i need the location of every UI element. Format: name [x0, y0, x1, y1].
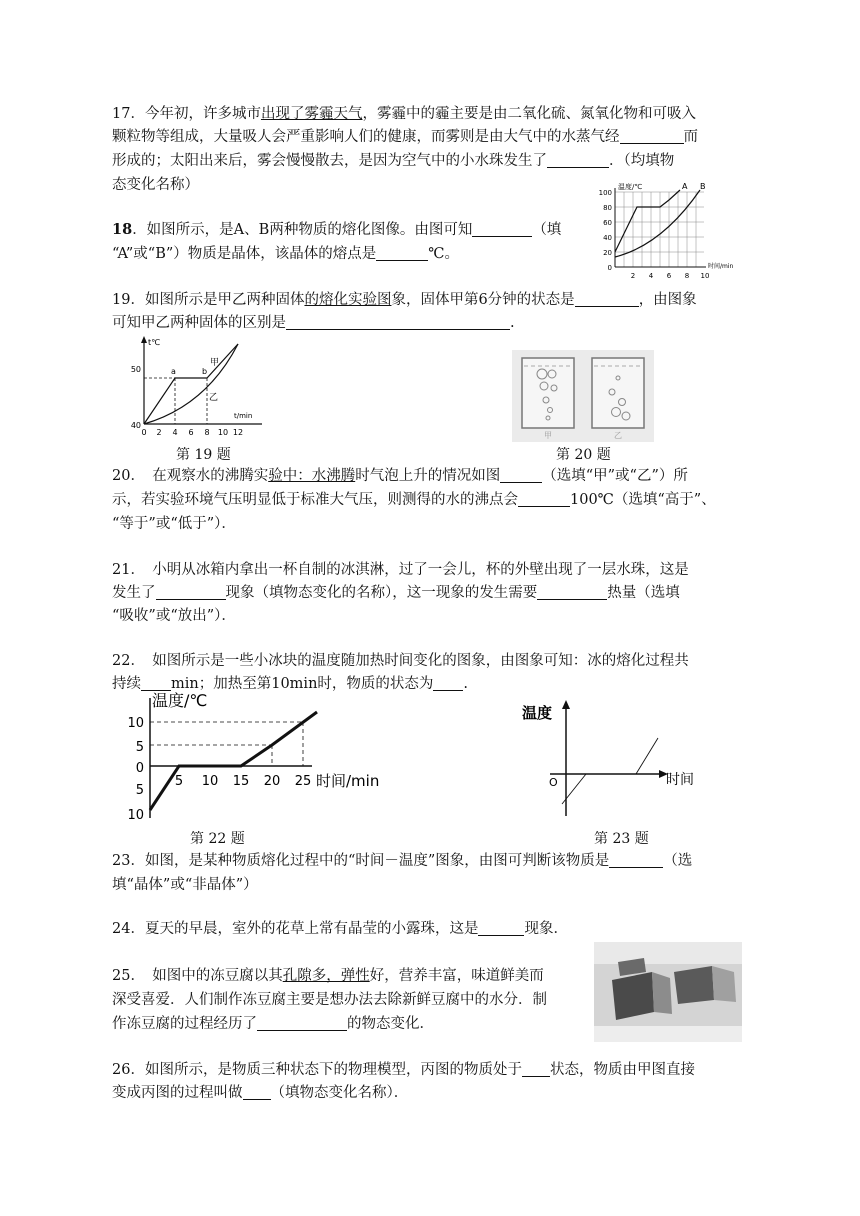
q18-x-tick: 4	[648, 272, 654, 280]
q17-text: ．（均填物	[609, 153, 675, 169]
q18-x-tick: 10	[700, 272, 710, 280]
q24-text: 现象．	[524, 921, 568, 937]
answer-blank[interactable]	[156, 585, 226, 600]
answer-blank[interactable]	[537, 585, 607, 600]
answer-blank[interactable]	[547, 153, 609, 168]
q18-x-tick: 6	[666, 272, 672, 280]
answer-blank[interactable]	[257, 1016, 347, 1031]
q18-line-1	[112, 220, 561, 240]
q22-y-tick: 5	[135, 740, 144, 755]
q18-text: ℃。	[428, 246, 460, 262]
q26-line-2	[112, 1083, 408, 1103]
q19-melting-chart	[126, 334, 266, 439]
q18-y-label: 温度/℃	[618, 183, 643, 191]
q23-caption: 第 23 题	[594, 831, 649, 847]
q21-line-3: “吸收”或“放出”）．	[112, 608, 236, 624]
q20-text: 100℃（选填“高于”、	[570, 492, 716, 508]
answer-blank[interactable]	[472, 222, 532, 237]
q21-line-1: 21． 小明从冰箱内拿出一杯自制的冰淇淋，过了一会儿，杯的外壁出现了一层水珠，这是	[112, 562, 689, 578]
q20-line-1	[112, 466, 688, 486]
q19-y-tick: 50	[130, 365, 141, 374]
q20-label-yi: 乙	[614, 431, 622, 440]
q19-y-tick: 40	[130, 421, 141, 430]
q18-label-b: B	[700, 182, 706, 191]
q26-text: 变成丙图的过程叫做	[112, 1085, 243, 1101]
answer-blank[interactable]	[500, 468, 542, 483]
q23-line-2: 填“晶体”或“非晶体”）	[112, 877, 258, 893]
q24-text: 24．夏天的早晨，室外的花草上常有晶莹的小露珠，这是	[112, 921, 479, 937]
q20-text: 示，若实验环境气压明显低于标准大气压，则测得的水的沸点会	[112, 492, 518, 508]
q18-melting-chart	[592, 180, 772, 280]
answer-blank[interactable]	[243, 1085, 271, 1100]
q25-tofu-block	[674, 966, 714, 1004]
q19-label-yi: 乙	[209, 393, 219, 403]
q20-label-jia: 甲	[544, 431, 552, 440]
q19-text: 象，固体甲第6分钟的状态是	[391, 292, 575, 308]
q19-point-a-label: a	[171, 367, 176, 376]
q17-line-2	[112, 127, 698, 147]
q20-text: 20． 在观察水的沸腾实	[112, 468, 269, 484]
q25-text: 25． 如图中的冻豆腐以其	[112, 968, 283, 984]
q18-y-tick: 60	[603, 219, 612, 227]
q25-text: 好，营养丰富，味道鲜美而	[369, 968, 544, 984]
q18-line-2	[112, 244, 459, 264]
answer-blank[interactable]	[141, 676, 171, 691]
q20-boiling-figure	[512, 350, 654, 442]
q18-y-tick: 100	[598, 189, 612, 197]
q20-text: 时气泡上升的情况如图	[355, 468, 501, 484]
q23-curve-segment	[636, 738, 658, 774]
q19-x-tick: 10	[217, 428, 229, 437]
q17-line-1	[112, 104, 696, 124]
q26-text: 状态，物质由甲图直接	[549, 1062, 695, 1078]
q23-x-label: 时间	[666, 772, 694, 788]
q19-curve-jia	[144, 344, 238, 424]
q25-photo-plate	[594, 1026, 742, 1042]
q19-caption: 第 19 题	[176, 447, 231, 463]
answer-blank[interactable]	[286, 315, 510, 330]
q20-underlined-text: 验中：水沸腾	[268, 468, 356, 484]
q17-text: ，雾霾中的霾主要是由二氧化硫、氮氧化物和可吸入	[362, 106, 696, 122]
q18-x-label: 时间/min	[708, 263, 734, 270]
answer-blank[interactable]	[518, 492, 570, 507]
q19-x-label: t/min	[234, 412, 253, 420]
q19-curve-yi	[144, 344, 238, 424]
q17-text: 形成的；太阳出来后，雾会慢慢散去，是因为空气中的小水珠发生了	[112, 153, 547, 169]
q25-line-3	[112, 1014, 434, 1034]
q25-tofu-side	[652, 972, 672, 1014]
q21-line-2	[112, 583, 680, 603]
q23-temperature-chart	[516, 700, 706, 820]
q19-label-jia: 甲	[210, 358, 220, 368]
q19-text: 19．如图所示是甲乙两种固体	[112, 292, 305, 308]
q19-underlined-text: 的熔化实验图	[304, 292, 392, 308]
q19-text: ，由图象	[638, 292, 697, 308]
q26-text: （填物态变化名称）．	[270, 1085, 409, 1101]
q18-number: 18	[112, 221, 133, 238]
q23-origin-label: O	[549, 776, 558, 789]
q18-y-tick: 0	[607, 264, 612, 272]
q20-caption: 第 20 题	[556, 447, 611, 463]
q21-text: 现象（填物态变化的名称），这一现象的发生需要	[225, 585, 538, 601]
q25-photo-sky	[594, 942, 742, 964]
answer-blank[interactable]	[609, 853, 663, 868]
q19-x-tick: 0	[141, 428, 147, 437]
q18-text: ．如图所示，是A、B两种物质的熔化图像。由图可知	[132, 222, 473, 238]
answer-blank[interactable]	[522, 1062, 550, 1077]
q22-caption: 第 22 题	[190, 831, 245, 847]
q18-label-a: A	[682, 182, 688, 191]
q25-underlined-text: 孔隙多，弹性	[282, 968, 370, 984]
q17-underlined-text: 出现了雾霾天气	[260, 106, 363, 122]
q20-beaker-jia	[522, 358, 574, 428]
q22-x-tick: 20	[263, 774, 281, 789]
q17-text: 17．今年初，许多城市	[112, 106, 261, 122]
q25-line-1	[112, 966, 544, 986]
q22-text: 持续	[112, 676, 141, 692]
q22-x-tick: 10	[201, 774, 219, 789]
q25-tofu-block	[612, 972, 654, 1020]
q19-line-2	[112, 313, 515, 333]
q17-line-3	[112, 151, 674, 171]
q26-line-1	[112, 1060, 695, 1080]
q19-point-b-label: b	[202, 367, 208, 376]
q23-text: 23．如图，是某种物质熔化过程中的“时间－温度”图象，由图可判断该物质是	[112, 853, 610, 869]
answer-blank[interactable]	[620, 129, 684, 144]
answer-blank[interactable]	[433, 676, 463, 691]
q18-x-tick: 2	[630, 272, 636, 280]
q19-x-tick: 6	[188, 428, 194, 437]
q18-text: “A”或“B”）物质是晶体，该晶体的熔点是	[112, 246, 377, 262]
q23-y-arrow	[562, 700, 570, 709]
q18-y-tick: 20	[603, 249, 612, 257]
q19-x-tick: 4	[172, 428, 178, 437]
q25-frozen-tofu-figure	[594, 942, 742, 1042]
answer-blank[interactable]	[478, 921, 524, 936]
q22-x-tick: 5	[174, 774, 184, 789]
q19-line-1	[112, 290, 697, 310]
answer-blank[interactable]	[376, 246, 428, 261]
q19-y-arrow	[141, 336, 147, 343]
q23-y-label: 温度	[522, 704, 553, 722]
q23-text: （选	[663, 853, 693, 869]
q19-y-label: t℃	[148, 338, 161, 347]
q22-text: .	[463, 676, 469, 692]
q19-x-tick: 12	[232, 428, 244, 437]
q20-line-3: “等于”或“低于”）．	[112, 516, 236, 532]
q20-beaker-yi	[592, 358, 644, 428]
q21-text: 热量（选填	[607, 585, 680, 601]
q22-y-tick: 0	[135, 761, 144, 776]
q20-text: （选填“甲”或“乙”）所	[542, 468, 688, 484]
q18-y-tick: 80	[603, 204, 612, 212]
q22-y-label: 温度/℃	[152, 691, 208, 710]
q26-text: 26．如图所示，是物质三种状态下的物理模型，丙图的物质处于	[112, 1062, 522, 1078]
answer-blank[interactable]	[575, 292, 639, 307]
q22-line-1: 22． 如图所示是一些小冰块的温度随加热时间变化的图象，由图象可知：冰的熔化过程共	[112, 653, 689, 669]
q22-y-tick: 5	[135, 783, 144, 798]
q17-text: 颗粒物等组成，大量吸人会严重影响人们的健康，而雾则是由大气中的水蒸气经	[112, 129, 620, 145]
q22-temperature-curve	[150, 712, 317, 810]
q19-x-tick: 8	[204, 428, 210, 437]
q18-text: （填	[532, 222, 562, 238]
q17-line-4: 态变化名称）	[112, 177, 199, 193]
q23-line-1	[112, 851, 692, 871]
q22-x-label: 时间/min	[316, 772, 380, 790]
q20-line-2	[112, 490, 716, 510]
q22-text: min；加热至第10min时，物质的状态为	[171, 676, 434, 692]
q22-ice-heating-chart	[124, 690, 394, 822]
q18-x-tick: 8	[684, 272, 690, 280]
q21-text: 发生了	[112, 585, 156, 601]
q22-y-tick: 10	[127, 716, 144, 731]
q24-line	[112, 919, 568, 939]
q22-x-tick: 15	[232, 774, 250, 789]
q22-x-tick: 25	[294, 774, 312, 789]
q25-text: 的物态变化．	[347, 1016, 434, 1032]
q19-text: 可知甲乙两种固体的区别是	[112, 315, 286, 331]
q19-x-tick: 2	[156, 428, 162, 437]
q22-y-tick: 10	[127, 808, 144, 823]
q19-text: .	[510, 315, 515, 331]
q17-text: 而	[683, 129, 698, 145]
q18-y-tick: 40	[603, 234, 612, 242]
q25-text: 作冻豆腐的过程经历了	[112, 1016, 257, 1032]
q25-line-2: 深受喜爱．人们制作冻豆腐主要是想办法去除新鲜豆腐中的水分．制	[112, 992, 547, 1008]
